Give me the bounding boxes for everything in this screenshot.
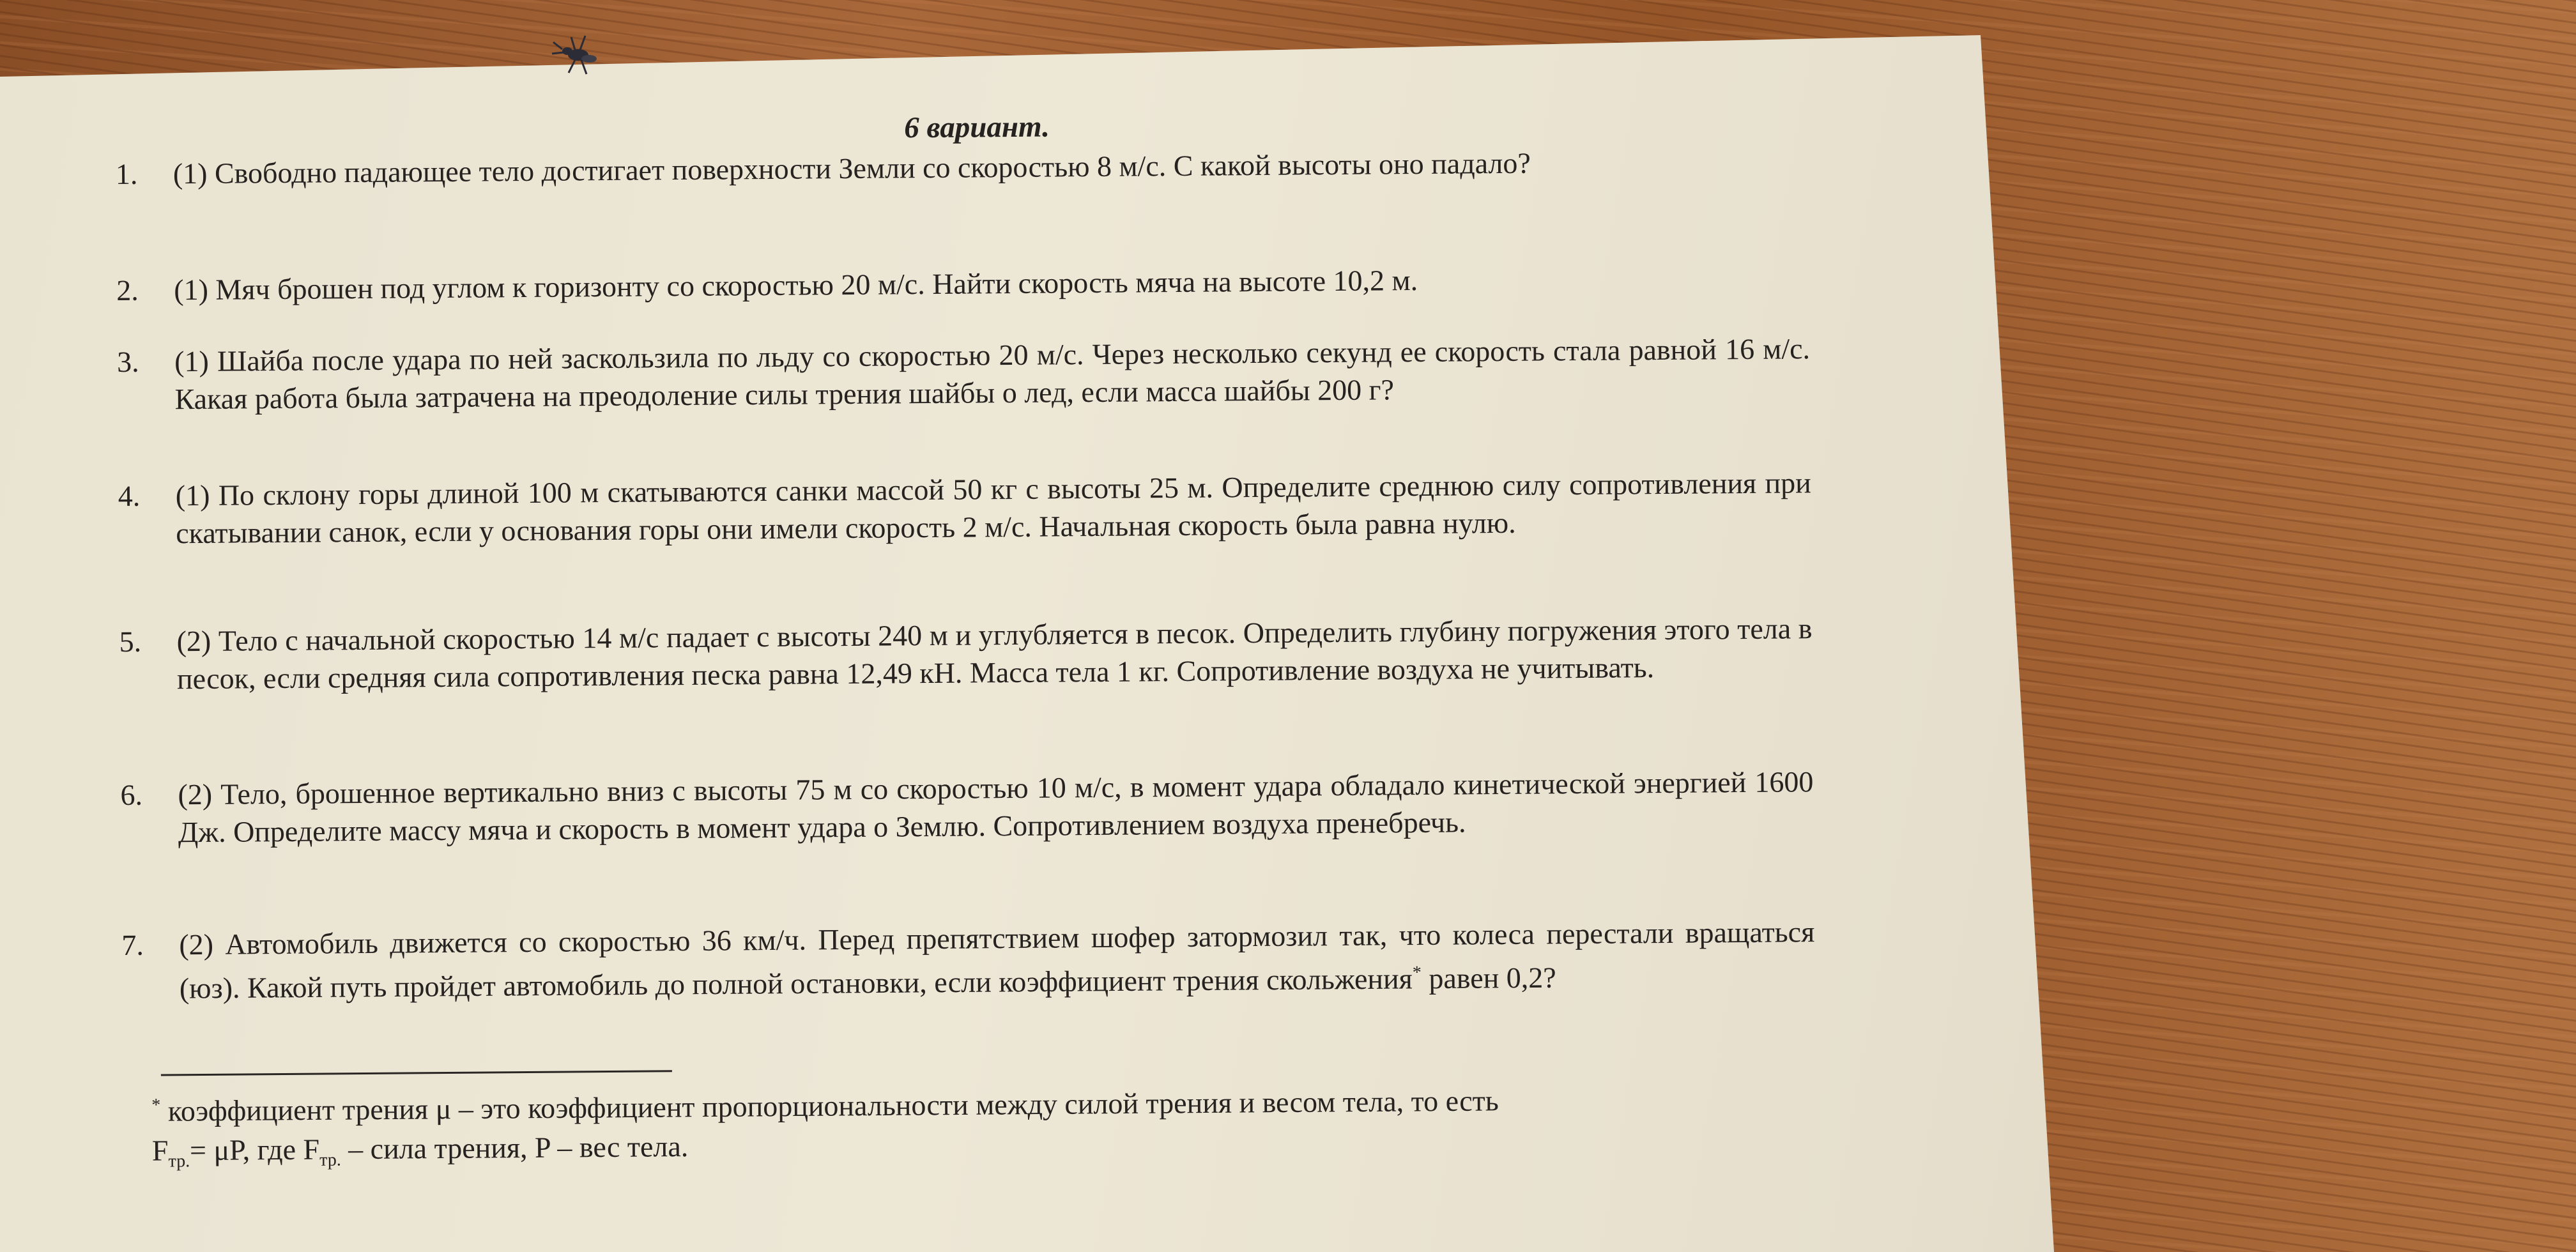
footnote-text: коэффициент трения μ – это коэффициент пропорциональности между силой трения и весом тела, то есть — [167, 1084, 1499, 1127]
formula-sub: тр. — [168, 1151, 190, 1172]
task-text: (2) Тело, брошенное вертикально вниз с высоты 75 м со скоростью 10 м/с, в момент удара обладало кинетической энергией 1600 Дж. Определите массу мяча и скорость в момент удара о Землю. Сопротивлением воздуха пренебречь. — [178, 765, 1814, 849]
footnote — [151, 1072, 1877, 1182]
task-text: (1) Шайба после удара по ней заскользила по льду со скоростью 20 м/с. Через несколько секунд ее скорость стала равной 16 м/с. Какая работа была затрачена на преодоление силы трения шайбы о лед, если масса шайбы 200 г? — [174, 332, 1811, 416]
task-text-main: (2) Автомобиль движется со скоростью 36 км/ч. Перед препятствием шофер затормозил так, что колеса перестали вращаться (юз). Какой путь пройдет автомобиль до полной остановки, если коэффициент трения скольжения — [179, 915, 1815, 1005]
task-text: (1) Мяч брошен под углом к горизонту со скоростью 20 м/с. Найти скорость мяча на высоте 10,2 м. — [174, 263, 1418, 307]
task-6 — [120, 763, 1814, 851]
task-7 — [121, 913, 1815, 1007]
formula-f2: F — [303, 1133, 320, 1166]
task-number: 5. — [119, 625, 142, 658]
task-3 — [117, 330, 1811, 418]
task-number: 3. — [116, 345, 139, 378]
page-title: 6 вариант. — [904, 110, 1050, 145]
task-number: 6. — [120, 778, 143, 811]
task-text — [179, 913, 1815, 1007]
task-text: (2) Тело с начальной скоростью 14 м/с падает с высоты 240 м и углубляется в песок. Определить глубину погружения этого тела в песок, если средняя сила сопротивления песка равна 12,49 кН. Масса тела 1 кг. Сопротивление воздуха не учитывать. — [176, 612, 1813, 696]
task-text: (1) По склону горы длиной 100 м скатываются санки массой 50 кг с высоты 25 м. Определите среднюю силу сопротивления при скатывании санок, если у основания горы они имели скорость 2 м/с. Начальная скорость была равна нулю. — [175, 466, 1811, 550]
task-number: 4. — [118, 479, 141, 512]
task-text: (1) Свободно падающее тело достигает поверхности Земли со скоростью 8 м/с. С какой высоты оно падало? — [172, 146, 1531, 190]
task-number: 2. — [116, 273, 139, 307]
footnote-mark: * — [151, 1095, 161, 1115]
task-number: 1. — [115, 157, 138, 190]
task-number: 7. — [121, 928, 144, 961]
formula-sub2: тр. — [319, 1150, 341, 1171]
footnote-marker: * — [1412, 962, 1422, 983]
insect-icon — [549, 28, 607, 79]
task-text-tail: равен 0,2? — [1421, 961, 1556, 995]
task-4 — [118, 464, 1812, 553]
task-5 — [119, 609, 1813, 698]
footnote-tail: – сила трения, P – вес тела. — [341, 1130, 689, 1166]
formula-mid: = μP, где — [189, 1133, 296, 1167]
formula-f: F — [151, 1134, 169, 1167]
